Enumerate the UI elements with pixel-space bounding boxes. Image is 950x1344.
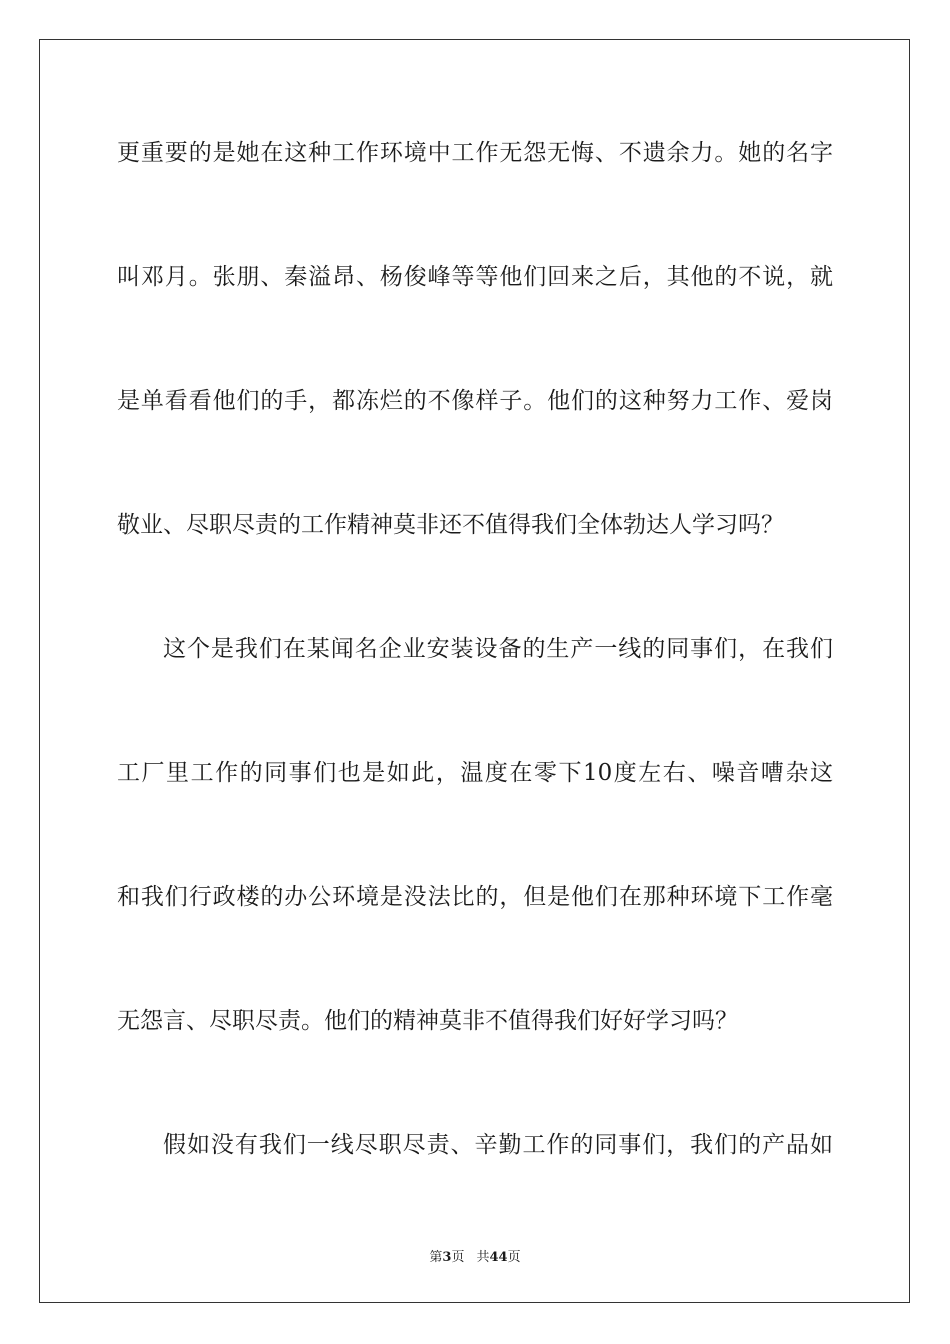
text-line: 这个是我们在某闻名企业安装设备的生产一线的同事们，在我们 [163,636,833,662]
text-line: 工厂里工作的同事们也是如此，温度在零下10度左右、噪音嘈杂这 [117,760,833,786]
page-suffix: 页 [451,1250,465,1265]
text-line: 叫邓月。张朋、秦溢昂、杨俊峰等等他们回来之后，其他的不说，就 [117,264,833,290]
text-line: 假如没有我们一线尽职尽责、辛勤工作的同事们，我们的产品如 [163,1132,833,1158]
page-number: 3 [442,1250,452,1265]
text-line: 无怨言、尽职尽责。他们的精神莫非不值得我们好好学习吗？ [117,1008,738,1034]
text-line: 和我们行政楼的办公环境是没法比的，但是他们在那种环境下工作毫 [117,884,833,910]
total-prefix: 共 [476,1250,490,1265]
page-prefix: 第 [429,1250,443,1265]
text-line: 是单看看他们的手，都冻烂的不像样子。他们的这种努力工作、爱岗 [117,388,833,414]
total-pages: 44 [489,1250,508,1265]
page-footer [0,1246,950,1265]
text-line: 敬业、尽职尽责的工作精神莫非还不值得我们全体勃达人学习吗？ [117,512,784,538]
text-line: 更重要的是她在这种工作环境中工作无怨无悔、不遗余力。她的名字 [117,140,833,166]
total-suffix: 页 [507,1250,521,1265]
document-body [117,130,833,1246]
